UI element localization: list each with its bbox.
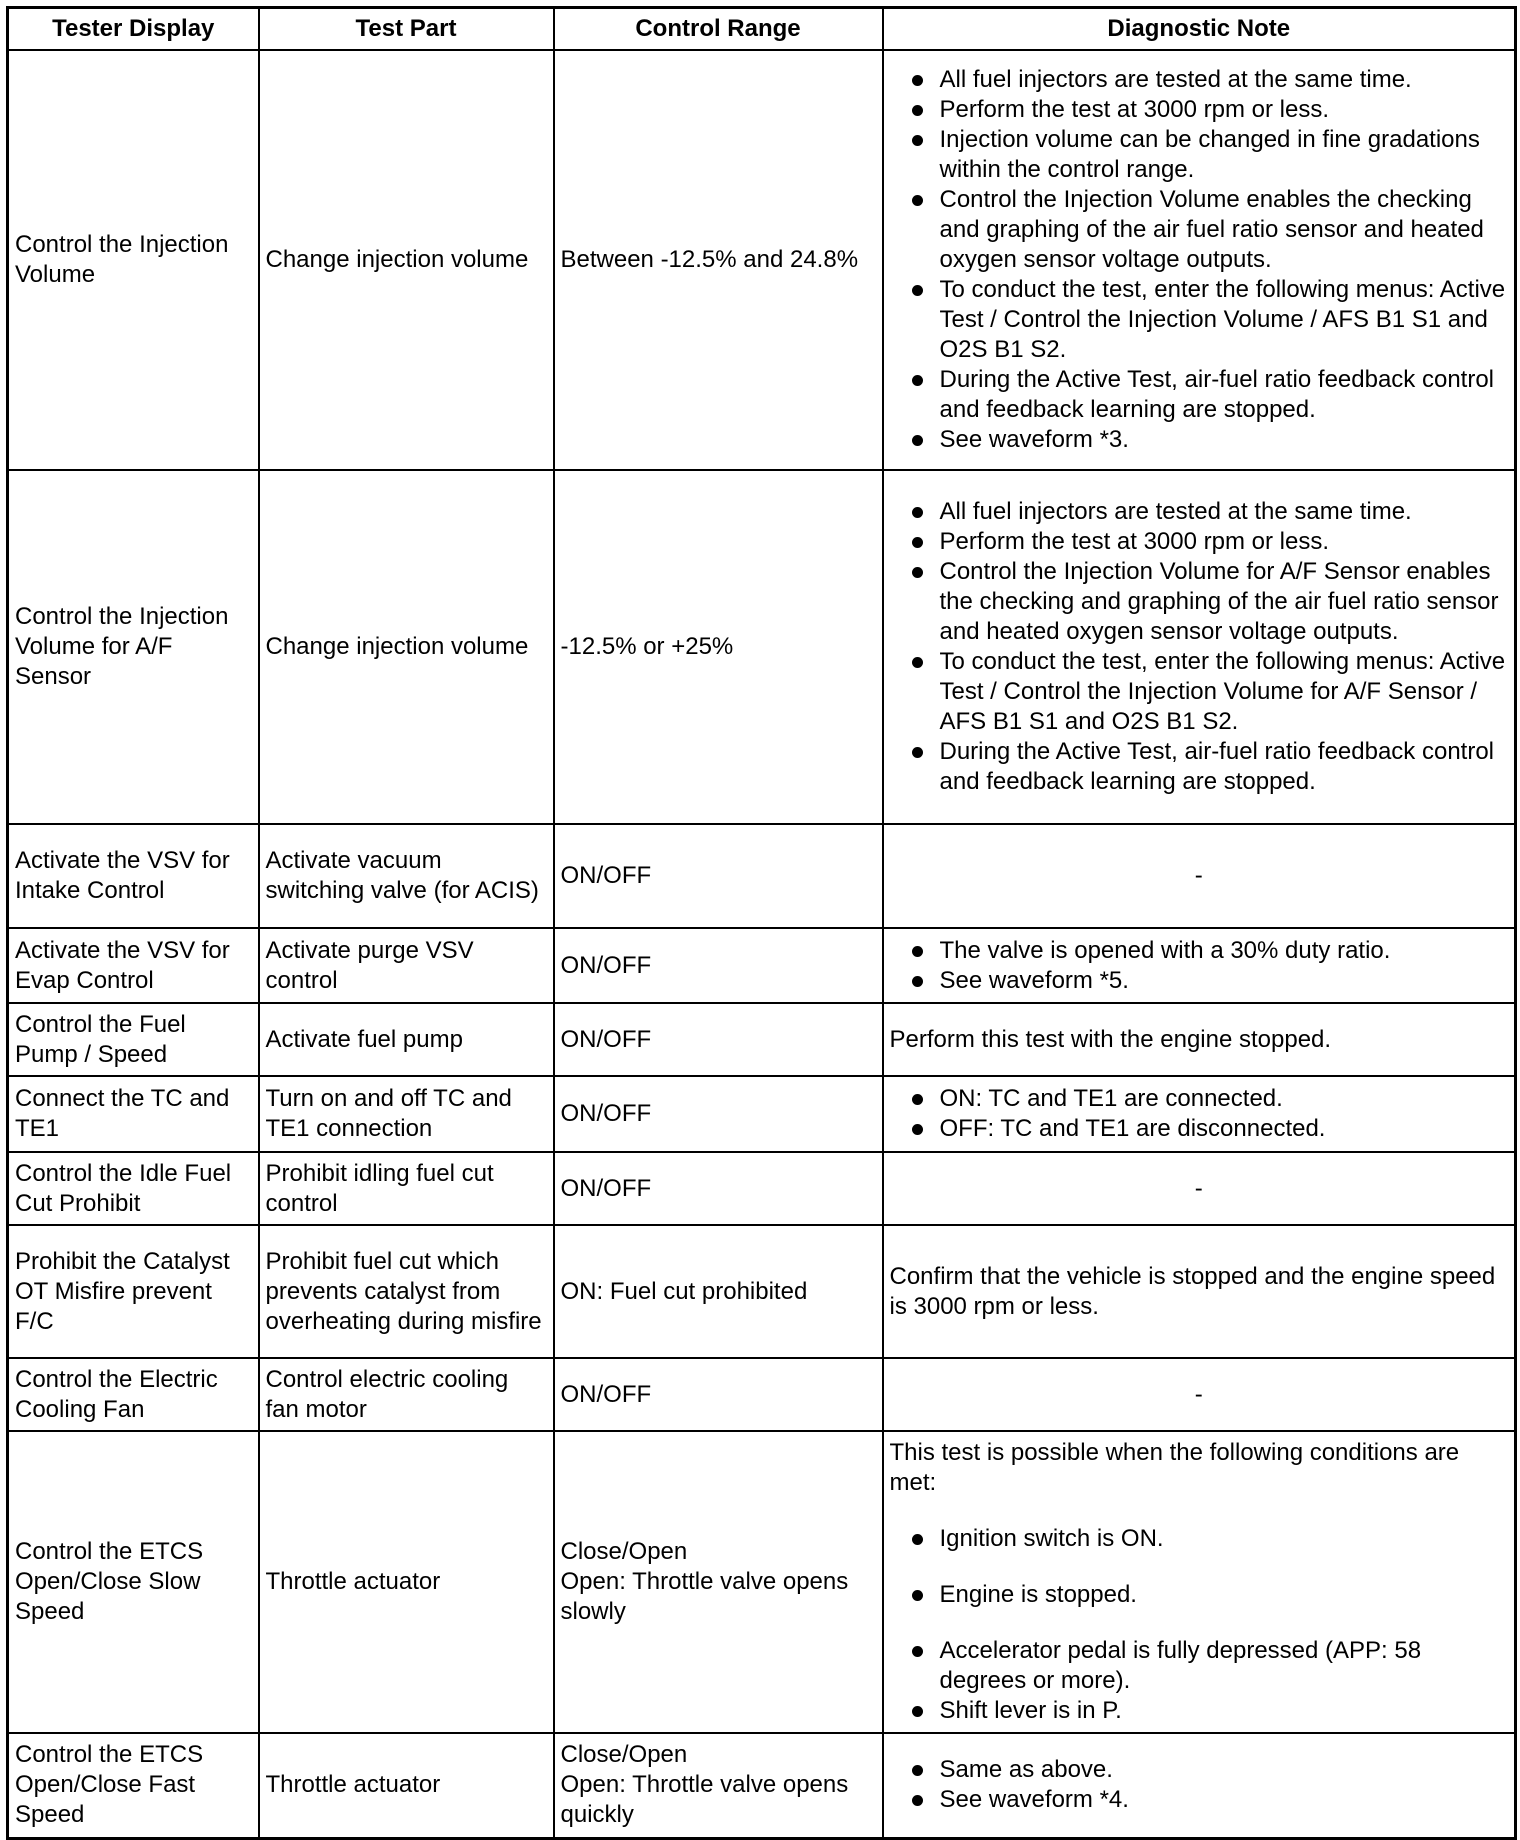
tester-display-cell: Control the Electric Cooling Fan xyxy=(8,1358,259,1431)
control-range-cell xyxy=(554,1431,883,1733)
table-row xyxy=(8,1431,1516,1733)
note-item: All fuel injectors are tested at the same time. xyxy=(890,65,1509,95)
test-part-cell: Activate purge VSV control xyxy=(259,928,554,1003)
test-part-cell: Throttle actuator xyxy=(259,1733,554,1838)
note-list xyxy=(890,65,1509,455)
note-item: See waveform *3. xyxy=(890,425,1509,455)
test-part-cell: Prohibit idling fuel cut control xyxy=(259,1152,554,1225)
note-intro: This test is possible when the following conditions are met: xyxy=(889,1439,1460,1496)
table-row xyxy=(8,1076,1516,1152)
test-part-cell: Throttle actuator xyxy=(259,1431,554,1733)
table-row xyxy=(8,824,1516,928)
note-item: Engine is stopped. xyxy=(890,1580,1509,1610)
note-item: Control the Injection Volume for A/F Sensor enables the checking and graphing of the air fuel ratio sensor and heated oxygen sensor voltage outputs. xyxy=(890,557,1509,647)
header-tester-display: Tester Display xyxy=(8,8,259,51)
tester-display-cell: Activate the VSV for Intake Control xyxy=(8,824,259,928)
diagnostic-note-cell xyxy=(883,1431,1516,1733)
control-range-line: Close/Open xyxy=(560,1741,688,1769)
note-item: Perform the test at 3000 rpm or less. xyxy=(890,95,1509,125)
table-row xyxy=(8,470,1516,824)
note-item: The valve is opened with a 30% duty ratio. xyxy=(890,936,1509,966)
tester-display-cell: Control the ETCS Open/Close Fast Speed xyxy=(8,1733,259,1838)
note-item: To conduct the test, enter the following menus: Active Test / Control the Injection Volume for A/F Sensor / AFS B1 S1 and O2S B1 S2. xyxy=(890,647,1509,737)
note-item: Accelerator pedal is fully depressed (APP: 58 degrees or more). xyxy=(890,1636,1509,1696)
control-range-cell: ON/OFF xyxy=(554,1076,883,1152)
table-row xyxy=(8,1225,1516,1358)
tester-display-cell: Activate the VSV for Evap Control xyxy=(8,928,259,1003)
tester-display-cell: Control the Injection Volume for A/F Sensor xyxy=(8,470,259,824)
note-item: See waveform *5. xyxy=(890,966,1509,996)
control-range-cell xyxy=(554,1733,883,1838)
control-range-cell: -12.5% or +25% xyxy=(554,470,883,824)
tester-display-cell: Control the ETCS Open/Close Slow Speed xyxy=(8,1431,259,1733)
test-part-cell: Activate vacuum switching valve (for ACIS) xyxy=(259,824,554,928)
diagnostic-note-cell xyxy=(883,50,1516,470)
test-part-cell: Turn on and off TC and TE1 connection xyxy=(259,1076,554,1152)
note-item: All fuel injectors are tested at the same time. xyxy=(890,497,1509,527)
note-list xyxy=(890,1755,1509,1815)
diagnostic-note-cell: - xyxy=(883,1152,1516,1225)
diagnostic-note-cell: - xyxy=(883,824,1516,928)
control-range-line: Close/Open xyxy=(560,1538,688,1565)
diagnostic-note-cell xyxy=(883,470,1516,824)
header-test-part: Test Part xyxy=(259,8,554,51)
diagnostic-note-cell xyxy=(883,1076,1516,1152)
control-range-cell: ON/OFF xyxy=(554,928,883,1003)
test-part-cell: Activate fuel pump xyxy=(259,1003,554,1076)
table-row xyxy=(8,1733,1516,1838)
tester-display-cell: Control the Idle Fuel Cut Prohibit xyxy=(8,1152,259,1225)
tester-display-cell: Prohibit the Catalyst OT Misfire prevent F/C xyxy=(8,1225,259,1358)
table-row xyxy=(8,1358,1516,1431)
diagnostic-note-cell xyxy=(883,928,1516,1003)
tester-display-cell: Control the Injection Volume xyxy=(8,50,259,470)
header-row xyxy=(8,8,1516,51)
note-item: Injection volume can be changed in fine gradations within the control range. xyxy=(890,125,1509,185)
note-item: During the Active Test, air-fuel ratio feedback control and feedback learning are stopped. xyxy=(890,737,1509,797)
table-row xyxy=(8,1003,1516,1076)
note-list xyxy=(890,1524,1509,1726)
control-range-cell: ON/OFF xyxy=(554,1358,883,1431)
note-item: During the Active Test, air-fuel ratio feedback control and feedback learning are stopped. xyxy=(890,365,1509,425)
note-item: ON: TC and TE1 are connected. xyxy=(890,1084,1509,1114)
note-item: Shift lever is in P. xyxy=(890,1696,1509,1726)
note-item: See waveform *4. xyxy=(890,1785,1509,1815)
control-range-cell: ON/OFF xyxy=(554,824,883,928)
control-range-cell: ON/OFF xyxy=(554,1003,883,1076)
note-item: OFF: TC and TE1 are disconnected. xyxy=(890,1114,1509,1144)
note-item: Perform the test at 3000 rpm or less. xyxy=(890,527,1509,557)
tester-display-cell: Control the Fuel Pump / Speed xyxy=(8,1003,259,1076)
control-range-cell: ON/OFF xyxy=(554,1152,883,1225)
control-range-line: Open: Throttle valve opens quickly xyxy=(560,1771,849,1829)
header-control-range: Control Range xyxy=(554,8,883,51)
test-part-cell: Change injection volume xyxy=(259,50,554,470)
active-test-table xyxy=(6,6,1517,1840)
header-diagnostic-note: Diagnostic Note xyxy=(883,8,1516,51)
tester-display-cell: Connect the TC and TE1 xyxy=(8,1076,259,1152)
diagnostic-note-cell: - xyxy=(883,1358,1516,1431)
note-item: To conduct the test, enter the following menus: Active Test / Control the Injection Volume / AFS B1 S1 and O2S B1 S2. xyxy=(890,275,1509,365)
note-list xyxy=(890,1084,1509,1144)
diagnostic-note-cell: Perform this test with the engine stopped. xyxy=(883,1003,1516,1076)
control-range-cell: Between -12.5% and 24.8% xyxy=(554,50,883,470)
table-row xyxy=(8,928,1516,1003)
control-range-cell: ON: Fuel cut prohibited xyxy=(554,1225,883,1358)
note-item: Same as above. xyxy=(890,1755,1509,1785)
note-list xyxy=(890,497,1509,797)
control-range-line: Open: Throttle valve opens slowly xyxy=(560,1568,849,1625)
diagnostic-note-cell xyxy=(883,1733,1516,1838)
table-row xyxy=(8,50,1516,470)
note-item: Ignition switch is ON. xyxy=(890,1524,1509,1554)
diagnostic-note-cell: Confirm that the vehicle is stopped and the engine speed is 3000 rpm or less. xyxy=(883,1225,1516,1358)
table-row xyxy=(8,1152,1516,1225)
test-part-cell: Prohibit fuel cut which prevents catalyst from overheating during misfire xyxy=(259,1225,554,1358)
note-item: Control the Injection Volume enables the checking and graphing of the air fuel ratio sensor and heated oxygen sensor voltage outputs. xyxy=(890,185,1509,275)
test-part-cell: Control electric cooling fan motor xyxy=(259,1358,554,1431)
note-list xyxy=(890,936,1509,996)
test-part-cell: Change injection volume xyxy=(259,470,554,824)
